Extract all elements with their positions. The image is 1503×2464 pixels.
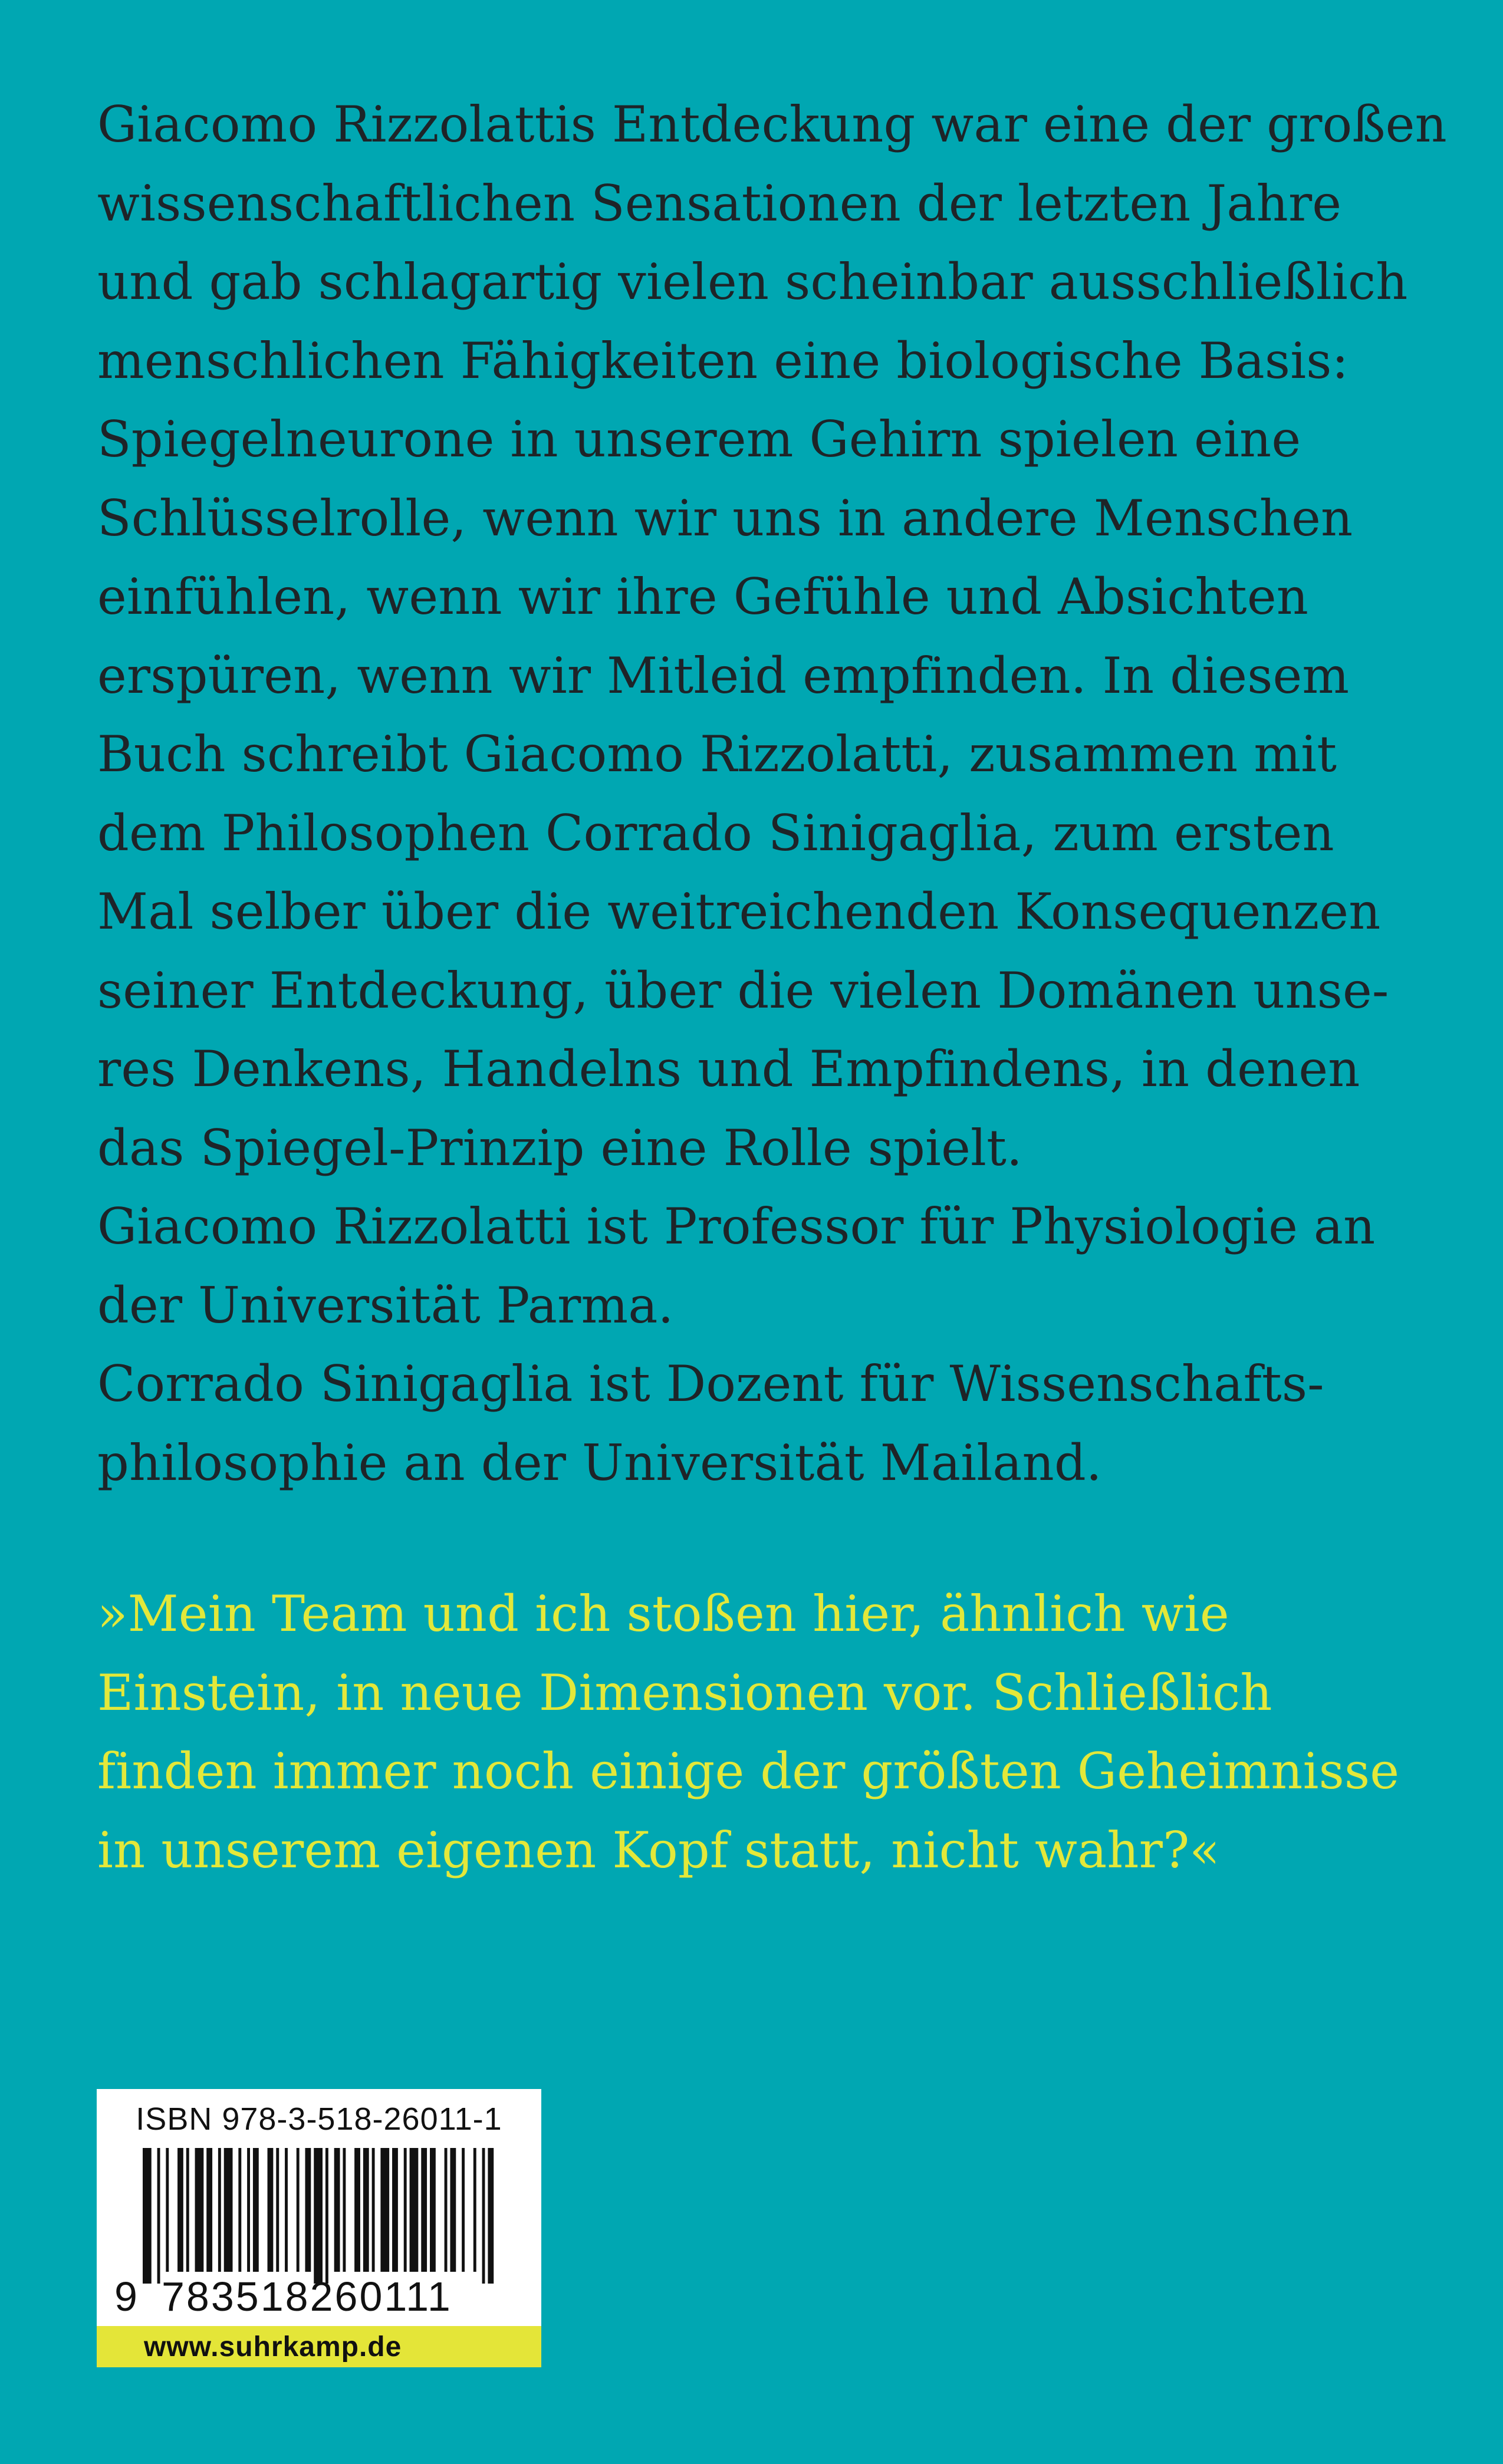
barcode-bar — [421, 2148, 427, 2272]
blurb-line: und gab schlagartig vielen scheinbar ausschließlich — [97, 253, 1408, 311]
barcode-bar — [157, 2148, 160, 2284]
quote-line: finden immer noch einige der größten Geheimnisse — [97, 1742, 1400, 1800]
blurb-line: das Spiegel-Prinzip eine Rolle spielt. — [97, 1118, 1022, 1177]
blurb-line: erspüren, wenn wir Mitleid empfinden. In diesem — [97, 646, 1350, 705]
quote-line: Einstein, in neue Dimensionen vor. Schließlich — [97, 1663, 1272, 1722]
author-bio-line: Corrado Sinigaglia ist Dozent für Wissenschafts- — [97, 1355, 1324, 1413]
barcode-bar — [430, 2148, 436, 2272]
blurb-line: res Denkens, Handelns und Empfindens, in denen — [97, 1040, 1360, 1098]
barcode-bar — [268, 2148, 274, 2272]
barcode-bar — [276, 2148, 279, 2272]
barcode-bar — [143, 2148, 152, 2284]
blurb-line: einfühlen, wenn wir ihre Gefühle und Absichten — [97, 568, 1309, 626]
barcode-bar — [380, 2148, 389, 2272]
blurb-line: Giacomo Rizzolattis Entdeckung war eine der großen — [97, 96, 1447, 153]
author-bio-line: philosophie an der Universität Mailand. — [97, 1433, 1102, 1492]
blurb-line: wissenschaftlichen Sensationen der letzten Jahre — [97, 174, 1342, 232]
barcode-first-digit: 9 — [114, 2274, 137, 2320]
barcode-bar — [218, 2148, 221, 2272]
quote-line: in unserem eigenen Kopf statt, nicht wahr?« — [97, 1821, 1220, 1879]
barcode-bar — [334, 2148, 340, 2272]
barcode-bar — [238, 2148, 241, 2272]
barcode-bar — [325, 2148, 328, 2284]
barcode-bar — [473, 2148, 476, 2272]
barcode-icon — [143, 2148, 502, 2284]
barcode-bar — [482, 2148, 485, 2284]
author-bio-line: Giacomo Rizzolatti ist Professor für Physiologie an — [97, 1198, 1376, 1255]
barcode-bar — [343, 2148, 346, 2272]
barcode-bar — [166, 2148, 169, 2272]
author-bio-line: der Universität Parma. — [97, 1276, 674, 1334]
pull-quote — [97, 1575, 1424, 1890]
barcode-bar — [253, 2148, 259, 2272]
barcode-bar — [404, 2148, 407, 2272]
barcode-bar — [445, 2148, 448, 2272]
barcode-bar — [410, 2148, 419, 2272]
quote-line: »Mein Team und ich stoßen hier, ähnlich wie — [97, 1585, 1229, 1643]
barcode-bar — [297, 2148, 300, 2272]
publisher-url-bar — [97, 2326, 541, 2367]
blurb-line: seiner Entdeckung, über die vielen Domänen unse- — [97, 961, 1389, 1019]
barcode-digits: 783518260111 — [162, 2274, 452, 2320]
blurb-line: Mal selber über die weitreichenden Konsequenzen — [97, 883, 1381, 940]
barcode-bar — [177, 2148, 183, 2272]
barcode-bar — [224, 2148, 233, 2272]
isbn-label: ISBN 978-3-518-26011-1 — [136, 2101, 502, 2137]
barcode-bar — [363, 2148, 369, 2272]
blurb-text — [97, 85, 1447, 1502]
barcode-bar — [305, 2148, 311, 2272]
blurb-line: menschlichen Fähigkeiten eine biologische Basis: — [97, 331, 1349, 390]
blurb-line: Buch schreibt Giacomo Rizzolatti, zusammen mit — [97, 725, 1337, 783]
blurb-line: dem Philosophen Corrado Sinigaglia, zum ersten — [97, 804, 1334, 862]
barcode-bar — [392, 2148, 398, 2272]
barcode-bar — [206, 2148, 212, 2272]
barcode-bar — [314, 2148, 323, 2284]
barcode-bar — [488, 2148, 494, 2284]
barcode-bar — [372, 2148, 375, 2272]
barcode-bar — [462, 2148, 465, 2272]
publisher-website: www.suhrkamp.de — [144, 2331, 402, 2363]
barcode-bar — [450, 2148, 456, 2272]
barcode-bar — [247, 2148, 250, 2272]
barcode-bar — [195, 2148, 204, 2272]
isbn-barcode-box — [97, 2089, 541, 2367]
barcode-bar — [285, 2148, 288, 2272]
blurb-line: Spiegelneurone in unserem Gehirn spielen eine — [97, 410, 1301, 468]
blurb-line: Schlüsselrolle, wenn wir uns in andere Menschen — [97, 489, 1353, 547]
barcode-bar — [354, 2148, 360, 2272]
barcode-bar — [186, 2148, 189, 2272]
